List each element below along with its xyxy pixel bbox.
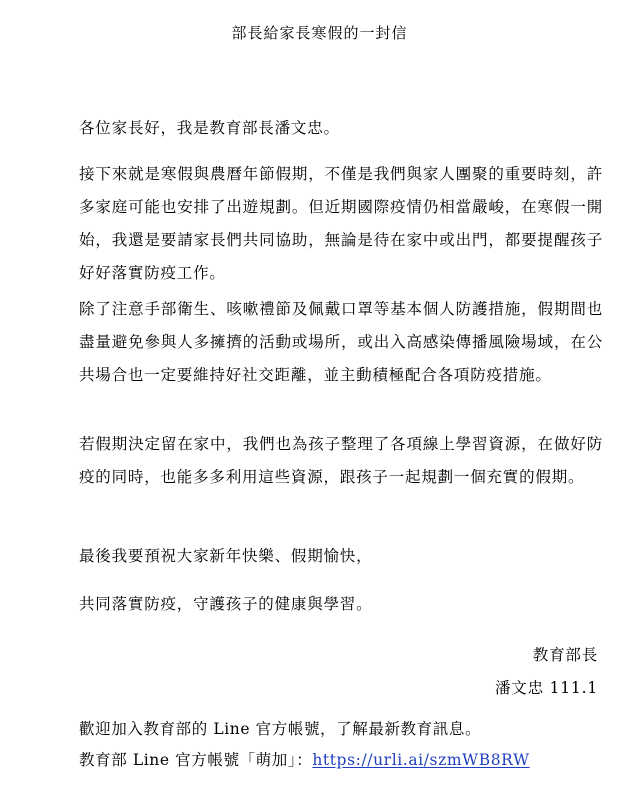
paragraph-closing: 共同落實防疫，守護孩子的健康與學習。 — [79, 595, 373, 613]
paragraph-wishes: 最後我要預祝大家新年快樂、假期愉快， — [79, 547, 373, 565]
paragraph-online-learning: 若假期決定留在家中，我們也為孩子整理了各項線上學習資源，在做好防疫的同時，也能多多利用這些資源，跟孩子一起規劃一個充實的假期。 — [79, 435, 603, 486]
signature-org: 教育部長 — [532, 646, 598, 664]
paragraph-prevention: 除了注意手部衛生、咳嗽禮節及佩戴口罩等基本個人防護措施，假期間也盡量避免參與人多擁擠的活動或場所，或出入高感染傳播風險場域，在公共場合也一定要維持好社交距離，並主動積極配合各項防疫措施。 — [79, 300, 603, 384]
line-account-link[interactable]: https://urli.ai/szmWB8RW — [312, 751, 530, 769]
signature-name-date: 潘文忠 111.1 — [494, 679, 598, 697]
letter-title: 部長給家長寒假的一封信 — [231, 24, 408, 42]
footer-account-label: 教育部 Line 官方帳號「萌加」： — [79, 751, 313, 769]
paragraph-holiday: 接下來就是寒假與農曆年節假期，不僅是我們與家人團聚的重要時刻，許多家庭可能也安排了出遊規劃。但近期國際疫情仍相當嚴峻，在寒假一開始，我還是要請家長們共同協助，無論是待在家中或出門，都要提醒孩子好好落實防疫工作。 — [79, 165, 603, 282]
footer-line-invite: 歡迎加入教育部的 Line 官方帳號，了解最新教育訊息。 — [79, 720, 482, 738]
footer-line-account — [79, 748, 530, 770]
greeting: 各位家長好，我是教育部長潘文忠。 — [79, 119, 340, 137]
